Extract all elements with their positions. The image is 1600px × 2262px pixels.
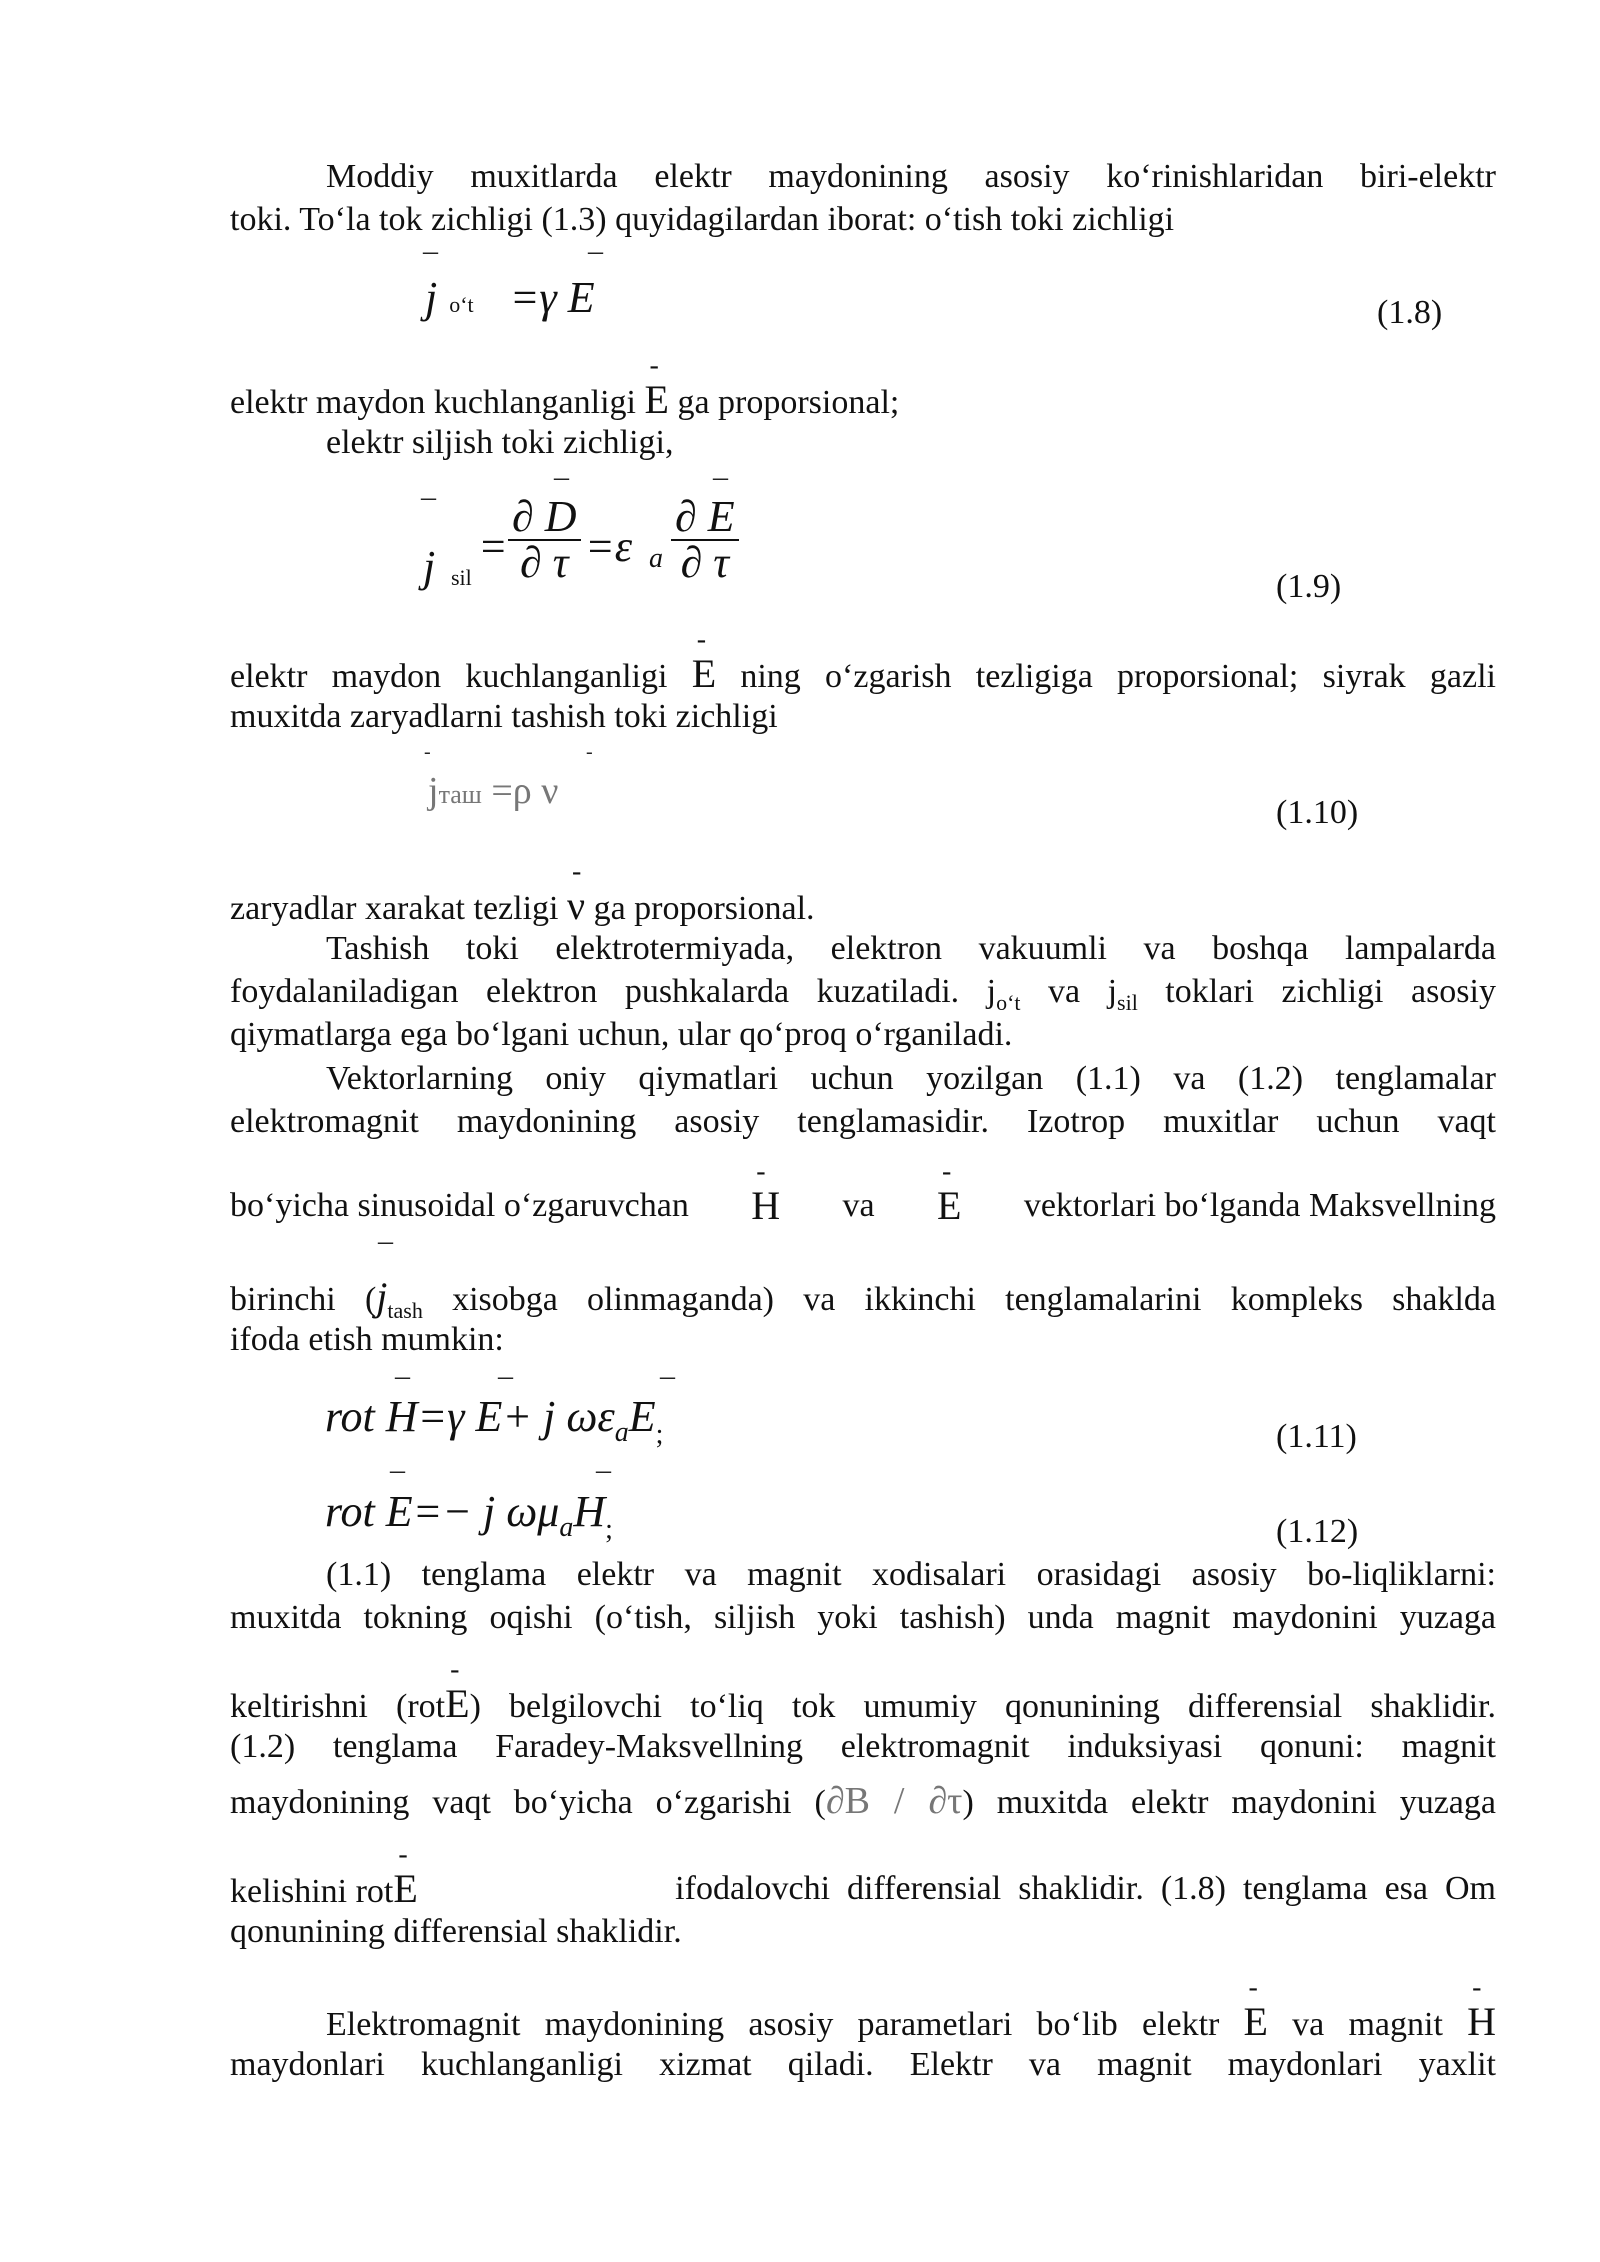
eq-semicolon: ;	[605, 1514, 613, 1545]
eq-subscript: таш	[438, 780, 482, 809]
text: elektr maydon kuchlanganligi	[230, 384, 645, 421]
text: va	[842, 1187, 875, 1224]
para-tashish-line3	[230, 1013, 1496, 1056]
dB-dt-expression: ∂B / ∂τ	[825, 1780, 963, 1822]
eq-symbol: E	[628, 1392, 656, 1441]
para-vectors-line1	[230, 1057, 1496, 1100]
para-eq110-desc	[230, 884, 1496, 930]
text: ifodalovchi differensial shaklidir. (1.8) tenglama esa Om	[675, 1870, 1496, 1907]
eq-lhs: rot H=γ E+ j ωε	[325, 1392, 615, 1441]
para-laws-line6	[230, 1867, 1496, 1913]
eq-rhs: =γ E	[509, 273, 595, 322]
para-intro-line1	[230, 155, 1496, 198]
para-laws-line5	[230, 1780, 1496, 1824]
text: elektr siljish toki zichligi,	[326, 424, 674, 461]
eq-subscript: o‘t	[449, 292, 474, 317]
para-laws-line2	[230, 1596, 1496, 1639]
equation-number-1-11: (1.11)	[1276, 1418, 1357, 1455]
fraction-numerator: ∂ E	[671, 495, 739, 541]
equation-1-8	[425, 273, 595, 322]
text: Tashish toki elektrotermiyada, elektron vakuumli va boshqa lampalarda	[326, 930, 1496, 967]
vector-bar: –	[660, 1359, 675, 1392]
vector-H-symbol: - H	[751, 1184, 780, 1227]
text: Elektromagnit maydonining asosiy parametlari bo‘lib elektr	[326, 2006, 1244, 2043]
text: foydalaniladigan elektron pushkalarda kuzatiladi. j	[230, 973, 997, 1010]
subscript: o‘t	[996, 989, 1021, 1015]
equation-number-1-10: (1.10)	[1276, 794, 1359, 831]
eq-symbol: H	[573, 1487, 606, 1536]
vector-bar: –	[554, 460, 569, 493]
para-tashish-intro	[230, 695, 1496, 738]
text: ) belgilovchi to‘liq tok umumiy qonunining differensial shaklidir.	[469, 1688, 1497, 1725]
para-vectors-line3	[230, 1184, 1496, 1227]
equation-number-1-12: (1.12)	[1276, 1513, 1359, 1550]
para-laws-line4	[230, 1725, 1496, 1768]
text: toklari zichligi asosiy	[1137, 973, 1496, 1010]
text: ifoda etish mumkin:	[230, 1321, 504, 1358]
para-siljish-intro	[230, 421, 1496, 464]
vector-bar: -	[424, 741, 431, 763]
vector-bar: –	[498, 1359, 513, 1392]
text: ) muxitda elektr maydonini yuzaga	[962, 1784, 1496, 1821]
equation-number-1-9: (1.9)	[1276, 568, 1342, 605]
eq-subscript: a	[614, 1416, 629, 1448]
vector-bar: –	[588, 234, 603, 267]
text: va magnit	[1267, 2006, 1468, 2043]
fraction-denominator: ∂ τ	[520, 538, 569, 587]
vector-bar: –	[421, 480, 436, 513]
vector-bar: -	[586, 741, 593, 763]
vector-bar: –	[395, 1359, 410, 1392]
text: muxitda tokning oqishi (o‘tish, siljish yoki tashish) unda magnit maydonini yuzaga	[230, 1599, 1496, 1636]
para-eq19-desc	[230, 652, 1496, 698]
text: elektr maydon kuchlanganligi	[230, 658, 692, 695]
para-vectors-line2	[230, 1100, 1496, 1143]
vector-E-symbol: - E	[393, 1867, 417, 1910]
text: qonunining differensial shaklidir.	[230, 1913, 682, 1950]
fraction-denominator: ∂ τ	[680, 538, 730, 587]
subscript: sil	[1117, 989, 1138, 1015]
equation-number-1-8: (1.8)	[1377, 294, 1443, 331]
eq-symbol: j	[428, 770, 439, 812]
eq-subscript: sil	[451, 565, 472, 590]
eq-operator: =	[478, 522, 508, 571]
text: kelishini rot	[230, 1873, 394, 1910]
para-eq18-desc	[230, 378, 1496, 424]
vector-E-symbol: - E	[1244, 2000, 1268, 2043]
eq-symbol: j	[425, 273, 438, 322]
eq-symbol: j	[423, 542, 436, 591]
text: birinchi (	[230, 1281, 377, 1318]
para-laws-line3	[230, 1682, 1496, 1728]
vector-E-symbol: - E	[937, 1184, 961, 1227]
vector-E-symbol: - E	[445, 1682, 469, 1725]
eq-subscript: a	[559, 1511, 574, 1543]
vector-E-symbol: - E	[645, 378, 669, 421]
text: bo‘yicha sinusoidal o‘zgaruvchan	[230, 1187, 689, 1224]
vector-bar: –	[390, 1453, 405, 1486]
text: vektorlari bo‘lganda Maksvellning	[1023, 1187, 1496, 1224]
para-tashish-line1	[230, 927, 1496, 970]
text: keltirishni (rot	[230, 1688, 446, 1725]
para-params-line1	[230, 2000, 1496, 2046]
vector-H-symbol: - H	[1467, 2000, 1496, 2043]
fraction-dD-dt	[508, 492, 581, 587]
equation-1-12	[325, 1487, 613, 1545]
text: va j	[1020, 973, 1118, 1010]
vector-E-symbol: - E	[692, 652, 716, 695]
vector-bar: –	[378, 1224, 393, 1257]
text: ga proporsional;	[668, 384, 900, 421]
subscript: tash	[387, 1297, 423, 1323]
text: ning o‘zgarish tezligiga proporsional; siyrak gazli	[716, 658, 1496, 695]
equation-1-10	[428, 772, 558, 810]
text: (1.1) tenglama elektr va magnit xodisalari orasidagi asosiy bo-liqliklarni:	[326, 1556, 1496, 1593]
text: elektromagnit maydonining asosiy tenglamasidir. Izotrop muxitlar uchun vaqt	[230, 1103, 1496, 1140]
text: zaryadlar xarakat tezligi	[230, 890, 567, 927]
fraction-numerator: ∂ D	[508, 495, 581, 541]
para-intro-line2	[230, 198, 1496, 241]
text: Moddiy muxitlarda elektr maydonining asosiy ko‘rinishlaridan biri-elektr	[326, 158, 1496, 195]
text: xisobga olinmaganda) va ikkinchi tenglamalarini kompleks shaklda	[422, 1281, 1496, 1318]
text: maydonlari kuchlanganligi xizmat qiladi. Elektr va magnit maydonlari yaxlit	[230, 2046, 1496, 2083]
text: muxitda zaryadlarni tashish toki zichligi	[230, 698, 778, 735]
para-vectors-line5	[230, 1318, 1496, 1361]
rot-E-group	[230, 1867, 418, 1913]
eq-operator: =ε	[585, 522, 633, 571]
text: maydonining vaqt bo‘yicha o‘zgarishi (	[230, 1784, 826, 1821]
vector-bar: –	[423, 234, 438, 267]
para-laws-line1	[230, 1553, 1496, 1596]
eq-lhs: rot E=− j ωμ	[325, 1487, 560, 1536]
text: qiymatlarga ega bo‘lgani uchun, ular qo‘proq o‘rganiladi.	[230, 1016, 1013, 1053]
para-laws-line7	[230, 1910, 1496, 1953]
eq-semicolon: ;	[655, 1419, 664, 1450]
equation-1-11	[325, 1392, 664, 1450]
text: toki. To‘la tok zichligi (1.3) quyidagilardan iborat: o‘tish toki zichligi	[230, 201, 1175, 238]
eq-subscript: a	[649, 543, 663, 574]
j-symbol: j	[376, 1274, 388, 1319]
text: Vektorlarning oniy qiymatlari uchun yozilgan (1.1) va (1.2) tenglamalar	[326, 1060, 1496, 1097]
text: (1.2) tenglama Faradey-Maksvellning elektromagnit induksiyasi qonuni: magnit	[230, 1728, 1496, 1765]
text: ga proporsional.	[585, 890, 815, 927]
para-params-line2	[230, 2043, 1496, 2086]
vector-bar: –	[596, 1453, 611, 1486]
fraction-dE-dt	[671, 492, 739, 587]
vector-bar: –	[713, 460, 728, 493]
eq-rhs: =ρ ν	[481, 770, 559, 812]
vector-v-symbol: - ν	[567, 884, 585, 927]
